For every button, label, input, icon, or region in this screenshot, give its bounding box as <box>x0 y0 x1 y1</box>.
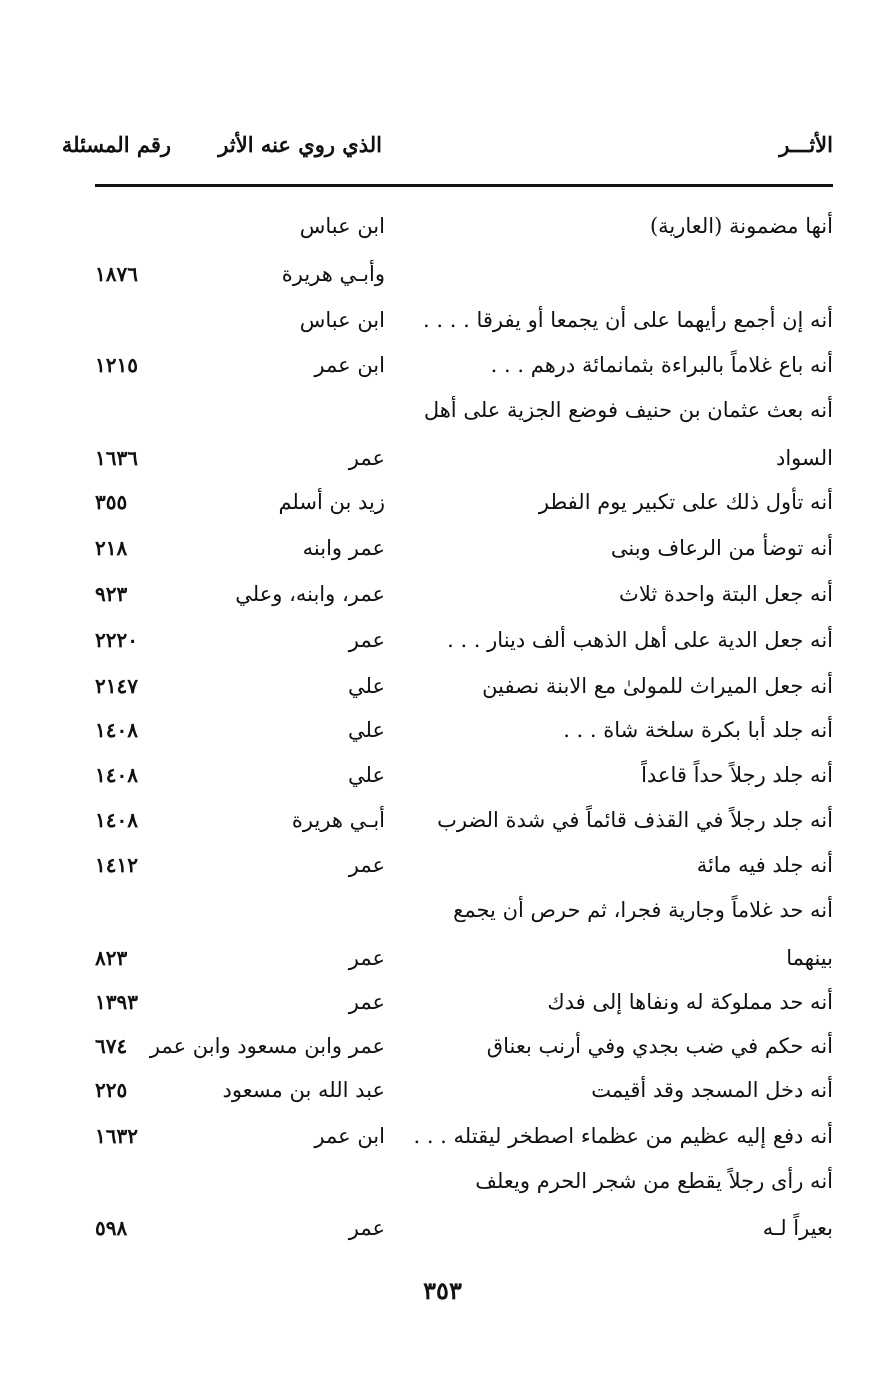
table-row <box>0 262 885 302</box>
page-number: ٣٥٣ <box>423 1276 462 1305</box>
narrator-text: عمر <box>348 446 385 470</box>
issue-number: ٣٥٥ <box>95 490 128 514</box>
table-row <box>0 536 885 576</box>
header-rule <box>95 184 833 187</box>
header-issue-number: رقم المسئلة <box>61 132 171 157</box>
issue-number: ١٦٣٦ <box>95 446 138 470</box>
header-athar: الأثـــر <box>779 132 833 157</box>
narrator-text: علي <box>348 718 385 742</box>
table-row <box>0 853 885 893</box>
narrator-text: عمر وابن مسعود وابن عمر <box>149 1034 385 1058</box>
issue-number: ١٨٧٦ <box>95 262 138 286</box>
narrator-text: ابن عباس <box>299 308 385 332</box>
narrator-text: عمر <box>348 628 385 652</box>
athar-text: أنه تأول ذلك على تكبير يوم الفطر <box>538 490 833 514</box>
narrator-text: عمر <box>348 1216 385 1240</box>
issue-number: ١٤٠٨ <box>95 718 138 742</box>
table-row <box>0 582 885 622</box>
table-row <box>0 214 885 254</box>
narrator-text: أبـي هريرة <box>291 808 385 832</box>
issue-number: ١٣٩٣ <box>95 990 138 1014</box>
table-row <box>0 763 885 803</box>
table-row <box>0 308 885 348</box>
athar-text: أنها مضمونة (العارية) <box>649 214 833 238</box>
narrator-text: علي <box>348 674 385 698</box>
issue-number: ٢٢٥ <box>95 1078 128 1102</box>
athar-text: أنه توضأ من الرعاف وبنى <box>610 536 833 560</box>
athar-text: بينهما <box>786 946 833 970</box>
issue-number: ١٤٠٨ <box>95 808 138 832</box>
issue-number: ٢٢٢٠ <box>95 628 138 652</box>
athar-text: أنه دفع إليه عظيم من عظماء اصطخر ليقتله . . . <box>413 1124 833 1148</box>
narrator-text: عمر <box>348 990 385 1014</box>
table-row <box>0 1169 885 1209</box>
table-header <box>0 132 885 172</box>
athar-text: أنه حد مملوكة له ونفاها إلى فدك <box>547 990 833 1014</box>
table-row <box>0 353 885 393</box>
table-row <box>0 1216 885 1256</box>
athar-text: أنه حكم في ضب بجدي وفي أرنب بعناق <box>486 1034 833 1058</box>
athar-text: أنه حد غلاماً وجارية فجرا، ثم حرص أن يجمع <box>453 898 833 922</box>
narrator-text: عبد الله بن مسعود <box>222 1078 385 1102</box>
athar-text: أنه جعل البتة واحدة ثلاث <box>619 582 833 606</box>
issue-number: ١٢١٥ <box>95 353 138 377</box>
athar-text: أنه بعث عثمان بن حنيف فوضع الجزية على أهل <box>423 398 833 422</box>
narrator-text: علي <box>348 763 385 787</box>
issue-number: ١٤٠٨ <box>95 763 138 787</box>
narrator-text: ابن عمر <box>314 353 385 377</box>
issue-number: ٢١٤٧ <box>95 674 138 698</box>
athar-text: أنه جلد أبا بكرة سلخة شاة . . . <box>563 718 833 742</box>
table-row <box>0 946 885 986</box>
narrator-text: عمر وابنه <box>302 536 385 560</box>
athar-text: أنه دخل المسجد وقد أقيمت <box>591 1078 833 1102</box>
table-row <box>0 490 885 530</box>
table-row <box>0 628 885 668</box>
athar-text: أنه جعل الميراث للمولىٰ مع الابنة نصفين <box>482 674 833 698</box>
issue-number: ١٤١٢ <box>95 853 138 877</box>
header-narrator: الذي روي عنه الأثر <box>218 132 382 157</box>
issue-number: ٩٢٣ <box>95 582 128 606</box>
narrator-text: زيد بن أسلم <box>278 490 385 514</box>
narrator-text: وأبـي هريرة <box>281 262 385 286</box>
table-row <box>0 718 885 758</box>
athar-text: أنه جلد رجلاً في القذف قائماً في شدة الضرب <box>437 808 833 832</box>
athar-text: أنه رأى رجلاً يقطع من شجر الحرم ويعلف <box>475 1169 833 1193</box>
athar-text: أنه باع غلاماً بالبراءة بثمانمائة درهم . . . <box>490 353 833 377</box>
narrator-text: ابن عمر <box>314 1124 385 1148</box>
table-row <box>0 1078 885 1118</box>
table-row <box>0 990 885 1030</box>
athar-text: السواد <box>775 446 833 470</box>
narrator-text: عمر <box>348 946 385 970</box>
issue-number: ٨٢٣ <box>95 946 128 970</box>
table-row <box>0 1034 885 1074</box>
issue-number: ٢١٨ <box>95 536 128 560</box>
issue-number: ١٦٣٢ <box>95 1124 138 1148</box>
athar-text: بعيراً لـه <box>762 1216 833 1240</box>
table-row <box>0 1124 885 1164</box>
narrator-text: عمر، وابنه، وعلي <box>235 582 385 606</box>
table-row <box>0 446 885 486</box>
table-row <box>0 808 885 848</box>
issue-number: ٦٧٤ <box>95 1034 128 1058</box>
athar-text: أنه إن أجمع رأيهما على أن يجمعا أو يفرقا . . . . <box>423 308 833 332</box>
issue-number: ٥٩٨ <box>95 1216 128 1240</box>
narrator-text: ابن عباس <box>299 214 385 238</box>
athar-text: أنه جعل الدية على أهل الذهب ألف دينار . . . <box>447 628 833 652</box>
athar-text: أنه جلد رجلاً حداً قاعداً <box>641 763 833 787</box>
table-row <box>0 398 885 438</box>
table-row <box>0 898 885 938</box>
athar-text: أنه جلد فيه مائة <box>696 853 833 877</box>
narrator-text: عمر <box>348 853 385 877</box>
table-row <box>0 674 885 714</box>
